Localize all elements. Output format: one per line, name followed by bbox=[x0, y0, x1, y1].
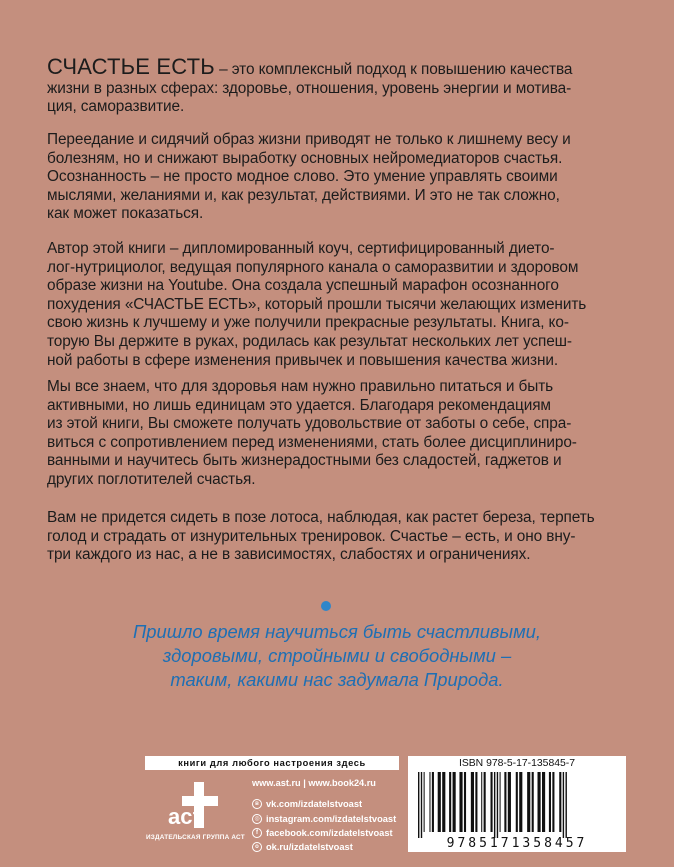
text-line: образе жизни на Youtube. Она создала успешный марафон осознанного bbox=[47, 277, 559, 295]
barcode-bar bbox=[471, 772, 474, 832]
text-line: Переедание и сидячий образ жизни приводят не только к лишнему весу и bbox=[47, 131, 571, 148]
text-line: других поглотителей счастья. bbox=[47, 470, 256, 488]
ast-logo-icon bbox=[164, 778, 226, 834]
text-line: похудения «СЧАСТЬЕ ЕСТЬ», который прошли тысячи желающих изменить bbox=[47, 295, 587, 313]
barcode-bar bbox=[516, 772, 518, 832]
social-link-text: vk.com/izdatelstvoast bbox=[266, 799, 363, 810]
social-link-text: ok.ru/izdatelstvoast bbox=[266, 842, 353, 853]
barcode-bar bbox=[464, 772, 466, 832]
barcode-bar bbox=[566, 772, 567, 838]
social-link-ok[interactable] bbox=[252, 840, 396, 854]
text-line: Вам не придется сидеть в позе лотоса, наблюдая, как растет береза, терпеть bbox=[47, 509, 595, 526]
barcode-bar bbox=[424, 772, 425, 832]
barcode-bar bbox=[542, 772, 545, 832]
tagline-banner: книги для любого настроения здесь bbox=[145, 756, 399, 770]
barcode-bar bbox=[429, 772, 430, 832]
barcode-bar bbox=[432, 772, 434, 832]
social-link-text: facebook.com/izdatelstvoast bbox=[266, 827, 393, 838]
barcode-bar bbox=[453, 772, 456, 832]
text-line: лог-нутрициолог, ведущая популярного канала о саморазвитии и здоровом bbox=[47, 258, 579, 276]
barcode-bar bbox=[559, 772, 561, 832]
text-line: мыслями, желаниями и, как результат, действиями. И это не так сложно, bbox=[47, 186, 560, 204]
quote-dot bbox=[321, 601, 331, 611]
text-line: болезням, но и снижают выработку основных нейромедиаторов счастья. bbox=[47, 149, 563, 167]
text-line: Мы все знаем, что для здоровья нам нужно правильно питаться и быть bbox=[47, 378, 554, 395]
text-line: жизни в разных сферах: здоровье, отношения, уровень энергии и мотива- bbox=[47, 79, 572, 97]
social-link-vk[interactable] bbox=[252, 797, 396, 811]
barcode-bar bbox=[532, 772, 534, 832]
text-line: ция, саморазвитие. bbox=[47, 98, 185, 116]
barcode-bar bbox=[549, 772, 551, 832]
author-paragraph bbox=[47, 240, 632, 370]
text-line: активными, но лишь единицам это удается. Благодаря рекомендациям bbox=[47, 396, 551, 414]
closing-paragraph bbox=[47, 509, 632, 565]
facebook-icon: f bbox=[252, 828, 262, 838]
social-link-text: instagram.com/izdatelstvoast bbox=[266, 813, 397, 824]
pull-quote bbox=[0, 620, 674, 692]
social-link-instagram[interactable] bbox=[252, 811, 396, 825]
barcode-bar bbox=[459, 772, 462, 832]
quote-line: здоровыми, стройными и свободными – bbox=[162, 645, 512, 666]
barcode-bar bbox=[449, 772, 451, 832]
barcode-bar bbox=[504, 772, 506, 832]
barcode-bar bbox=[497, 772, 498, 838]
ok-icon: о bbox=[252, 842, 262, 852]
instagram-icon: ◎ bbox=[252, 814, 262, 824]
barcode-bar bbox=[438, 772, 441, 832]
isbn-barcode-box bbox=[408, 756, 626, 852]
barcode-bar bbox=[508, 772, 511, 832]
text-line: ванными и научитесь быть жизнерадостными без сладостей, гаджетов и bbox=[47, 452, 562, 470]
intro-paragraph bbox=[47, 54, 632, 117]
barcode-bar bbox=[475, 772, 477, 832]
lead-title: СЧАСТЬЕ ЕСТЬ bbox=[47, 54, 215, 79]
text-line: свою жизнь к лучшему и уже получили прекрасные результаты. Книга, ко- bbox=[47, 314, 569, 332]
logo-text: аст bbox=[168, 804, 204, 829]
text-line: ной работы в сфере изменения привычек и повышения качества жизни. bbox=[47, 351, 559, 369]
text-line: Осознанность – не просто модное слово. Это умение управлять своими bbox=[47, 168, 558, 186]
quote-line: Пришло время научиться быть счастливыми, bbox=[132, 621, 542, 642]
barcode-bar bbox=[494, 772, 495, 838]
barcode-bar bbox=[500, 772, 501, 832]
publisher-logo bbox=[146, 778, 244, 850]
barcode-bar bbox=[421, 772, 422, 838]
barcode-bar bbox=[563, 772, 564, 838]
quote-line: таким, какими нас задумала Природа. bbox=[170, 669, 504, 690]
website-links[interactable]: www.ast.ru | www.book24.ru bbox=[252, 778, 376, 788]
barcode-bar bbox=[527, 772, 530, 832]
body-paragraph bbox=[47, 131, 632, 224]
barcode-bar bbox=[484, 772, 486, 832]
barcode-bar bbox=[552, 772, 554, 832]
text-line: три каждого из нас, а не в зависимостях, слабостях и ограничениях. bbox=[47, 546, 531, 564]
barcode-bar bbox=[519, 772, 522, 832]
text-line: голод и страдать от изнурительных тренировок. Счастье – есть, и оно вну- bbox=[47, 527, 576, 545]
text-line: виться с сопротивлением перед изменениями, стать более дисциплиниро- bbox=[47, 433, 577, 451]
text-line: как может показаться. bbox=[47, 205, 204, 223]
text-line: из этой книги, Вы сможете получать удовольствие от заботы о себе, спра- bbox=[47, 415, 572, 433]
publisher-caption: ИЗДАТЕЛЬСКАЯ ГРУППА АСТ bbox=[146, 834, 245, 841]
benefits-paragraph bbox=[47, 378, 632, 490]
barcode-bar bbox=[481, 772, 482, 832]
text-line: Автор этой книги – дипломированный коуч, сертифицированный дието- bbox=[47, 240, 555, 257]
barcode-bar bbox=[491, 772, 493, 832]
barcode-bar bbox=[418, 772, 419, 838]
intro-first-line: СЧАСТЬЕ ЕСТЬ – это комплексный подход к повышению качества bbox=[47, 54, 573, 79]
ean-digits: 9785171358457 bbox=[446, 836, 588, 851]
barcode-bar bbox=[538, 772, 541, 832]
vk-icon: в bbox=[252, 799, 262, 809]
text-line: торую Вы держите в руках, родилась как результат нескольких лет успеш- bbox=[47, 332, 572, 350]
social-links bbox=[252, 797, 396, 855]
isbn-number: ISBN 978-5-17-135845-7 bbox=[458, 758, 576, 769]
barcode bbox=[416, 772, 618, 838]
social-link-facebook[interactable] bbox=[252, 826, 396, 840]
barcode-bar bbox=[442, 772, 445, 832]
